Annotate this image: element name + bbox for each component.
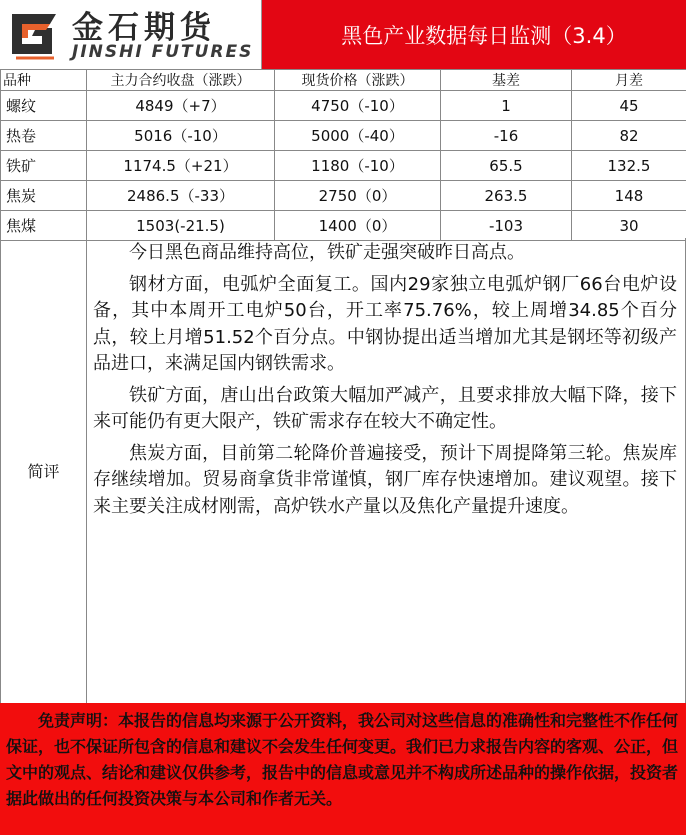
basis-cell: 263.5 — [441, 181, 572, 211]
month-spread-cell: 82 — [572, 121, 686, 151]
spot-price-cell: 5000（-40） — [275, 121, 441, 151]
header-basis: 基差 — [441, 70, 572, 91]
header — [0, 0, 686, 69]
logo-chinese-text: 金石期货 — [72, 10, 216, 46]
table-row — [1, 151, 686, 181]
disclaimer-text: 免责声明：本报告的信息均来源于公开资料，我公司对这些信息的准确性和完整性不作任何保证，也不保证所包含的信息和建议不会发生任何变更。我们已力求报告内容的客观、公正，但文中的观点、结论和建议仅供参考，报告中的信息或意见并不构成所述品种的操作依据，投资者据此做出的任何投资决策与本公司和作者无关。 — [6, 711, 679, 808]
basis-cell: -103 — [441, 211, 572, 241]
month-spread-cell: 30 — [572, 211, 686, 241]
month-spread-cell: 148 — [572, 181, 686, 211]
basis-cell: 65.5 — [441, 151, 572, 181]
table-row — [1, 181, 686, 211]
header-spot-price: 现货价格（涨跌） — [275, 70, 441, 91]
comment-paragraph: 钢材方面，电弧炉全面复工。国内29家独立电弧炉钢厂66台电炉设备，其中本周开工电炉50台，开工率75.76%，较上周增34.85个百分点，较上月增51.52个百分点。中钢协提出适当增加尤其是钢坯等初级产品进口，来满足国内钢铁需求。 — [93, 273, 677, 374]
variety-cell: 焦炭 — [1, 181, 87, 211]
table-row — [1, 121, 686, 151]
variety-cell: 焦煤 — [1, 211, 87, 241]
table-row — [1, 91, 686, 121]
header-variety: 品种 — [1, 70, 87, 91]
month-spread-cell: 132.5 — [572, 151, 686, 181]
comment-paragraph: 焦炭方面，目前第二轮降价普遍接受，预计下周提降第三轮。焦炭库存继续增加。贸易商拿货非常谨慎，钢厂库存快速增加。建议观望。接下来主要关注成材刚需，高炉铁水产量以及焦化产量提升速度。 — [93, 442, 677, 517]
month-spread-cell: 45 — [572, 91, 686, 121]
main-contract-cell: 4849（+7） — [87, 91, 275, 121]
disclaimer — [0, 703, 686, 835]
spot-price-cell: 2750（0） — [275, 181, 441, 211]
comment-paragraph: 铁矿方面，唐山出台政策大幅加严减产，且要求排放大幅下降，接下来可能仍有更大限产，铁矿需求存在较大不确定性。 — [93, 384, 677, 432]
report-title: 黑色产业数据每日监测（3.4） — [262, 0, 686, 69]
comment-body — [87, 238, 685, 703]
variety-cell: 铁矿 — [1, 151, 87, 181]
logo — [0, 0, 262, 69]
spot-price-cell: 1180（-10） — [275, 151, 441, 181]
comment-section — [0, 238, 686, 703]
comment-label: 简评 — [1, 238, 87, 703]
main-contract-cell: 1174.5（+21） — [87, 151, 275, 181]
main-contract-cell: 2486.5（-33） — [87, 181, 275, 211]
header-month-spread: 月差 — [572, 70, 686, 91]
spot-price-cell: 4750（-10） — [275, 91, 441, 121]
price-table — [0, 69, 686, 241]
table-row — [1, 211, 686, 241]
variety-cell: 螺纹 — [1, 91, 87, 121]
variety-cell: 热卷 — [1, 121, 87, 151]
jinshi-logo-icon — [6, 6, 62, 62]
header-main-contract: 主力合约收盘（涨跌） — [87, 70, 275, 91]
logo-english-text: JINSHI FUTURES — [72, 42, 254, 62]
comment-paragraph: 今日黑色商品维持高位，铁矿走强突破昨日高点。 — [129, 242, 525, 263]
spot-price-cell: 1400（0） — [275, 211, 441, 241]
main-contract-cell: 1503(-21.5) — [87, 211, 275, 241]
basis-cell: -16 — [441, 121, 572, 151]
main-contract-cell: 5016（-10） — [87, 121, 275, 151]
basis-cell: 1 — [441, 91, 572, 121]
table-header-row — [1, 70, 686, 91]
